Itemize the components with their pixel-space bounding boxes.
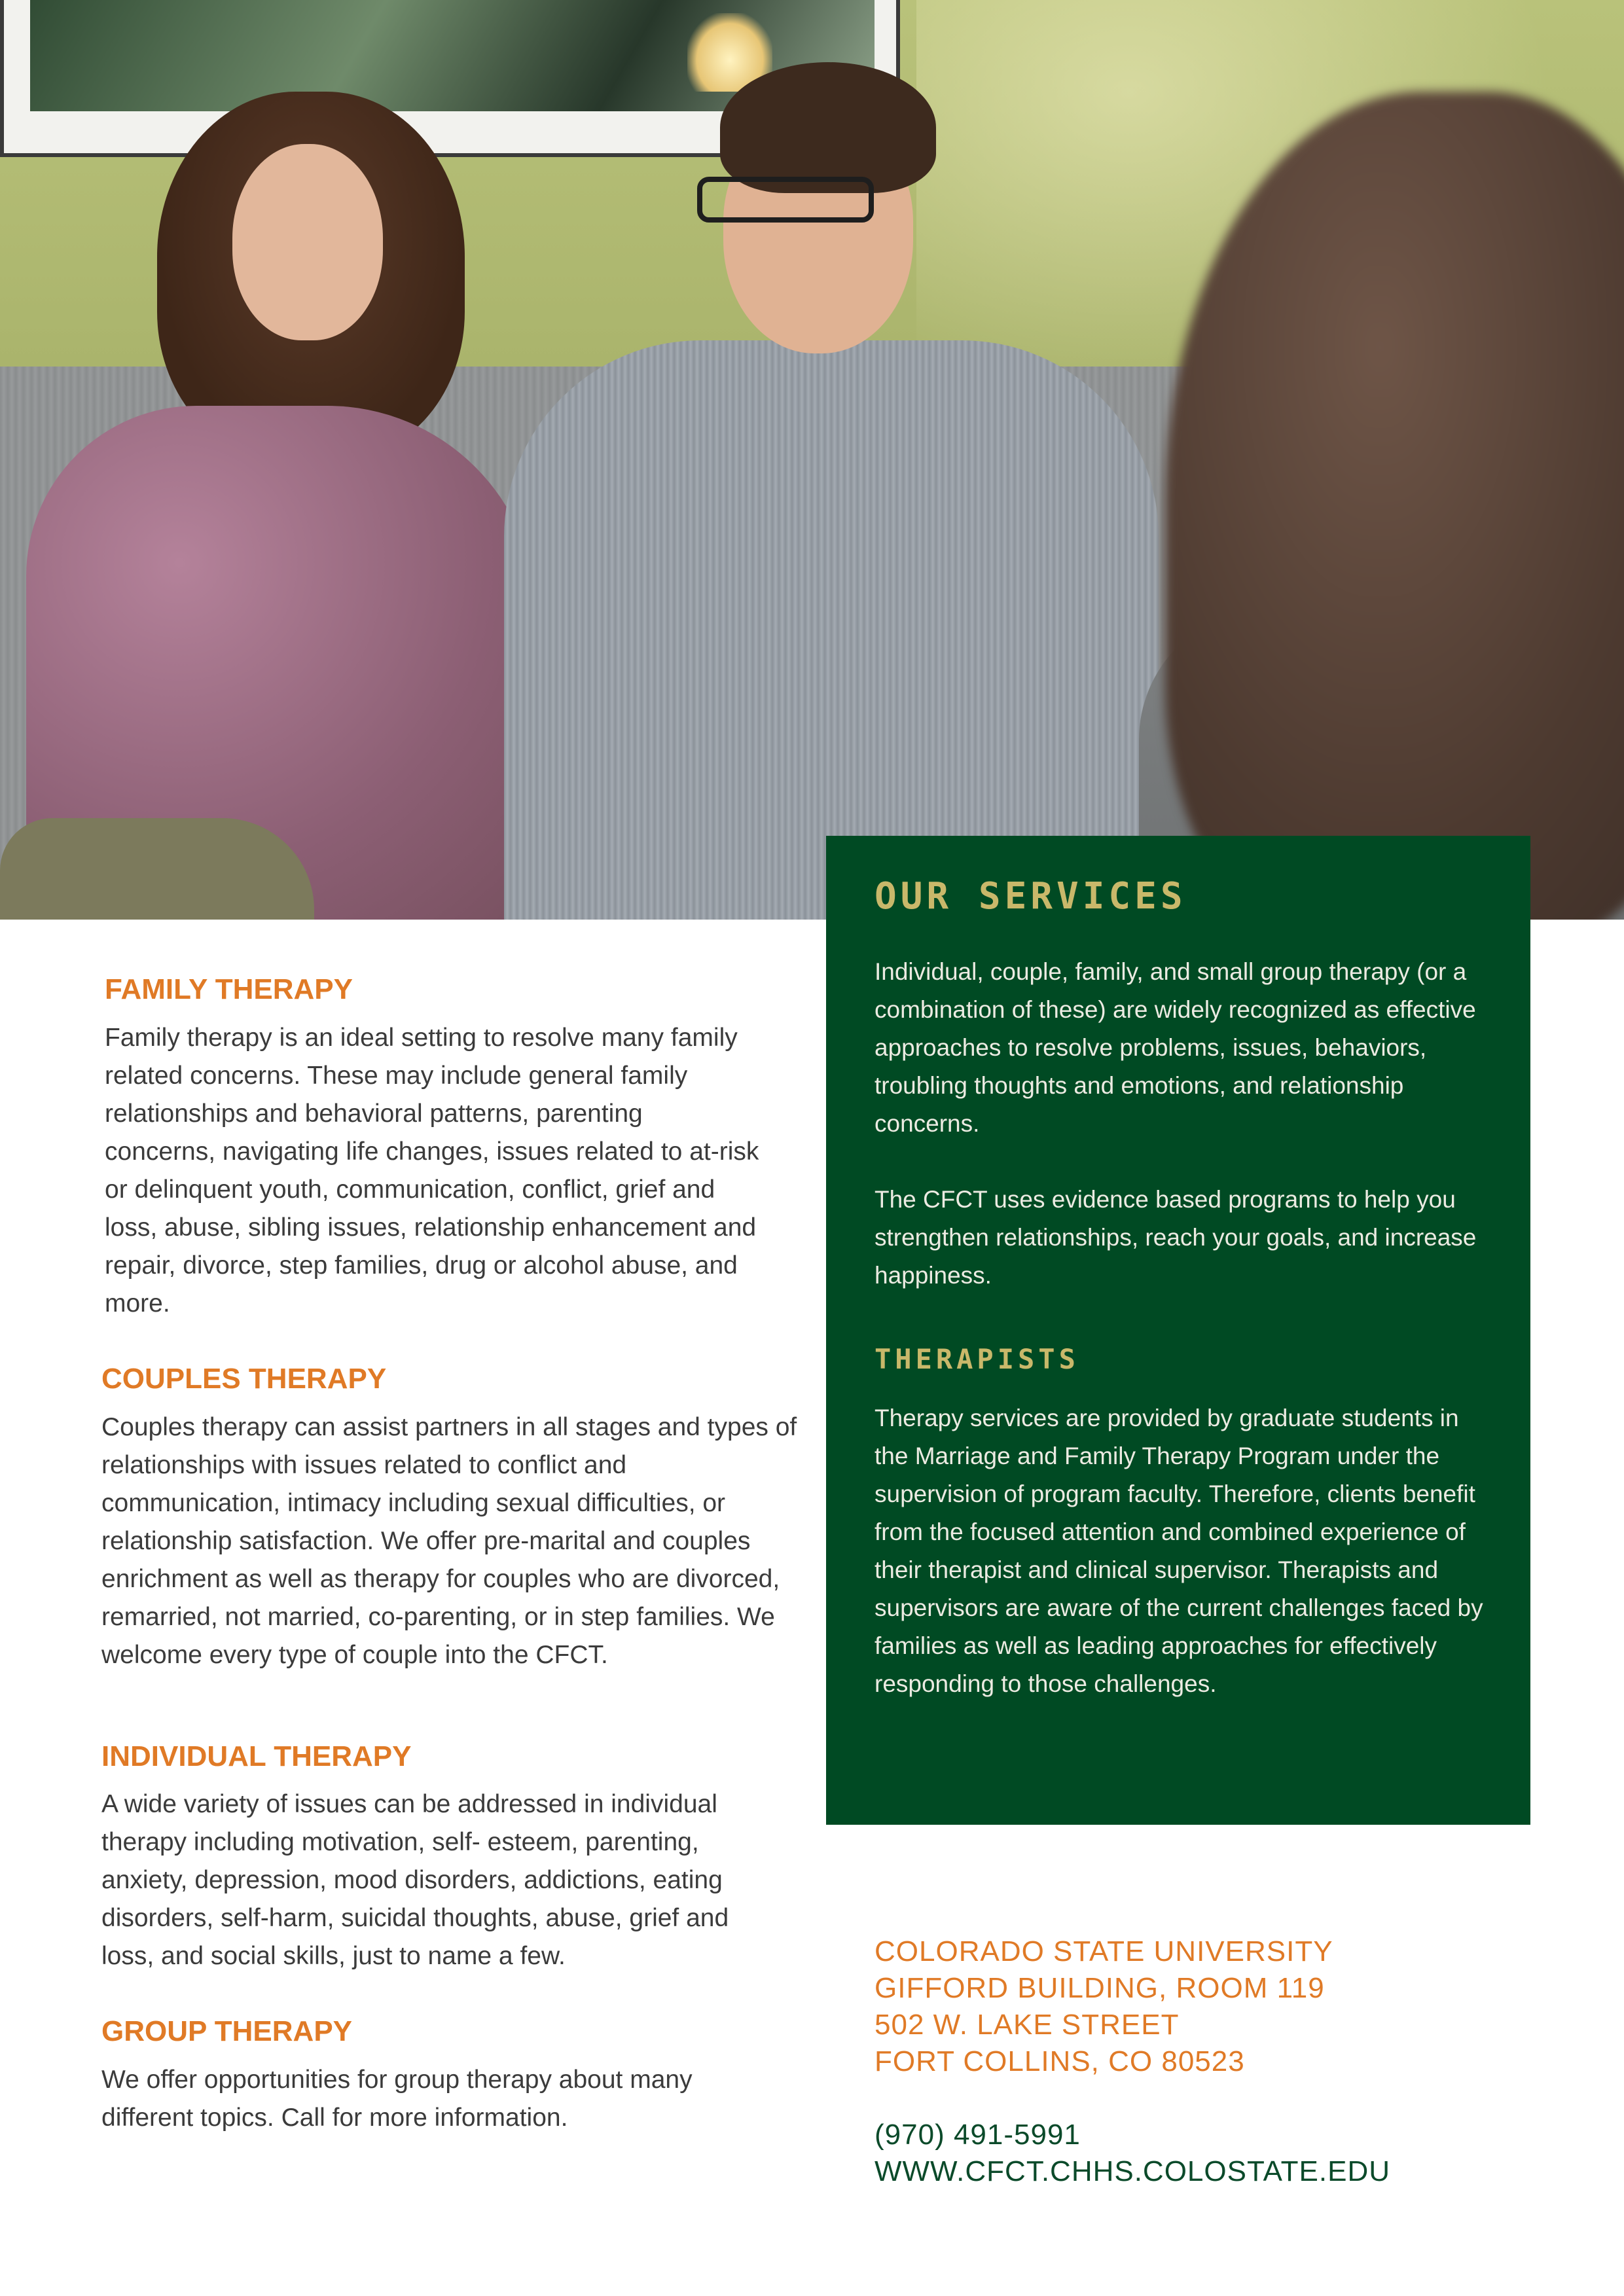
website-link[interactable]: WWW.CFCT.CHHS.COLOSTATE.EDU: [875, 2155, 1391, 2187]
woman-face: [232, 144, 383, 340]
therapists-heading: THERAPISTS: [875, 1343, 1079, 1375]
city-state-zip: FORT COLLINS, CO 80523: [875, 2045, 1245, 2077]
man-hair: [720, 62, 936, 193]
man-shirt: [504, 340, 1159, 920]
street-address: 502 W. LAKE STREET: [875, 2009, 1180, 2041]
group-therapy-text: We offer opportunities for group therapy about many different topics. Call for more information.: [101, 2066, 693, 2132]
individual-therapy-text: A wide variety of issues can be addressed in individual therapy including motivation, self- esteem, parenting, anxiety, depression, mood disorders, addictions, eating disorders, self-harm, suicidal thoughts, abuse, grief and loss, and social skills, just to name a few.: [101, 1790, 729, 1971]
building-room: GIFFORD BUILDING, ROOM 119: [875, 1972, 1325, 2004]
man-glasses: [697, 177, 874, 223]
therapists-text: Therapy services are provided by graduate students in the Marriage and Family Therapy Program under the supervision of program faculty. Therefore, clients benefit from the focused attention and combined experience of their therapist and clinical supervisor. Therapists and supervisors are aware of the current challenges faced by families as well as leading approaches for effectively responding to those challenges.: [875, 1405, 1483, 1697]
services-panel: [826, 836, 1530, 1825]
therapy-types-column: [101, 973, 808, 2137]
family-therapy-text: Family therapy is an ideal setting to resolve many family related concerns. These may include general family relationships and behavioral patterns, parenting concerns, navigating life changes, issues related to at-risk or delinquent youth, communication, conflict, grief and loss, abuse, sibling issues, relationship enhancement and repair, divorce, step families, drug or alcohol abuse, and more.: [105, 1023, 759, 1318]
our-services-heading: OUR SERVICES: [875, 875, 1187, 918]
phone-number: (970) 491-5991: [875, 2119, 1081, 2151]
contact-info: [875, 1933, 1529, 2190]
hero-photo: [0, 0, 1624, 920]
individual-therapy-section: [101, 1740, 808, 1976]
couples-therapy-section: [101, 1362, 808, 1674]
services-paragraph-2: The CFCT uses evidence based programs to help you strengthen relationships, reach your goals, and increase happiness.: [875, 1186, 1477, 1289]
couples-therapy-heading: COUPLES THERAPY: [101, 1362, 387, 1395]
group-therapy-heading: GROUP THERAPY: [101, 2015, 353, 2048]
group-therapy-section: [101, 2015, 808, 2137]
family-therapy-section: [101, 973, 808, 1323]
couples-therapy-text: Couples therapy can assist partners in all stages and types of relationships with issues related to conflict and communication, intimacy including sexual difficulties, or relationship satisfaction. We offer pre-marital and couples enrichment as well as therapy for couples who are divorced, remarried, not married, co-parenting, or in step families. We welcome every type of couple into the CFCT.: [101, 1412, 797, 1669]
university-name: COLORADO STATE UNIVERSITY: [875, 1935, 1333, 1967]
individual-therapy-heading: INDIVIDUAL THERAPY: [101, 1740, 412, 1772]
family-therapy-heading: FAMILY THERAPY: [105, 973, 353, 1005]
woman-legs: [0, 818, 314, 920]
services-paragraph-1: Individual, couple, family, and small group therapy (or a combination of these) are widely recognized as effective approaches to resolve problems, issues, behaviors, troubling thoughts and emotions, and relationship concerns.: [875, 958, 1476, 1137]
